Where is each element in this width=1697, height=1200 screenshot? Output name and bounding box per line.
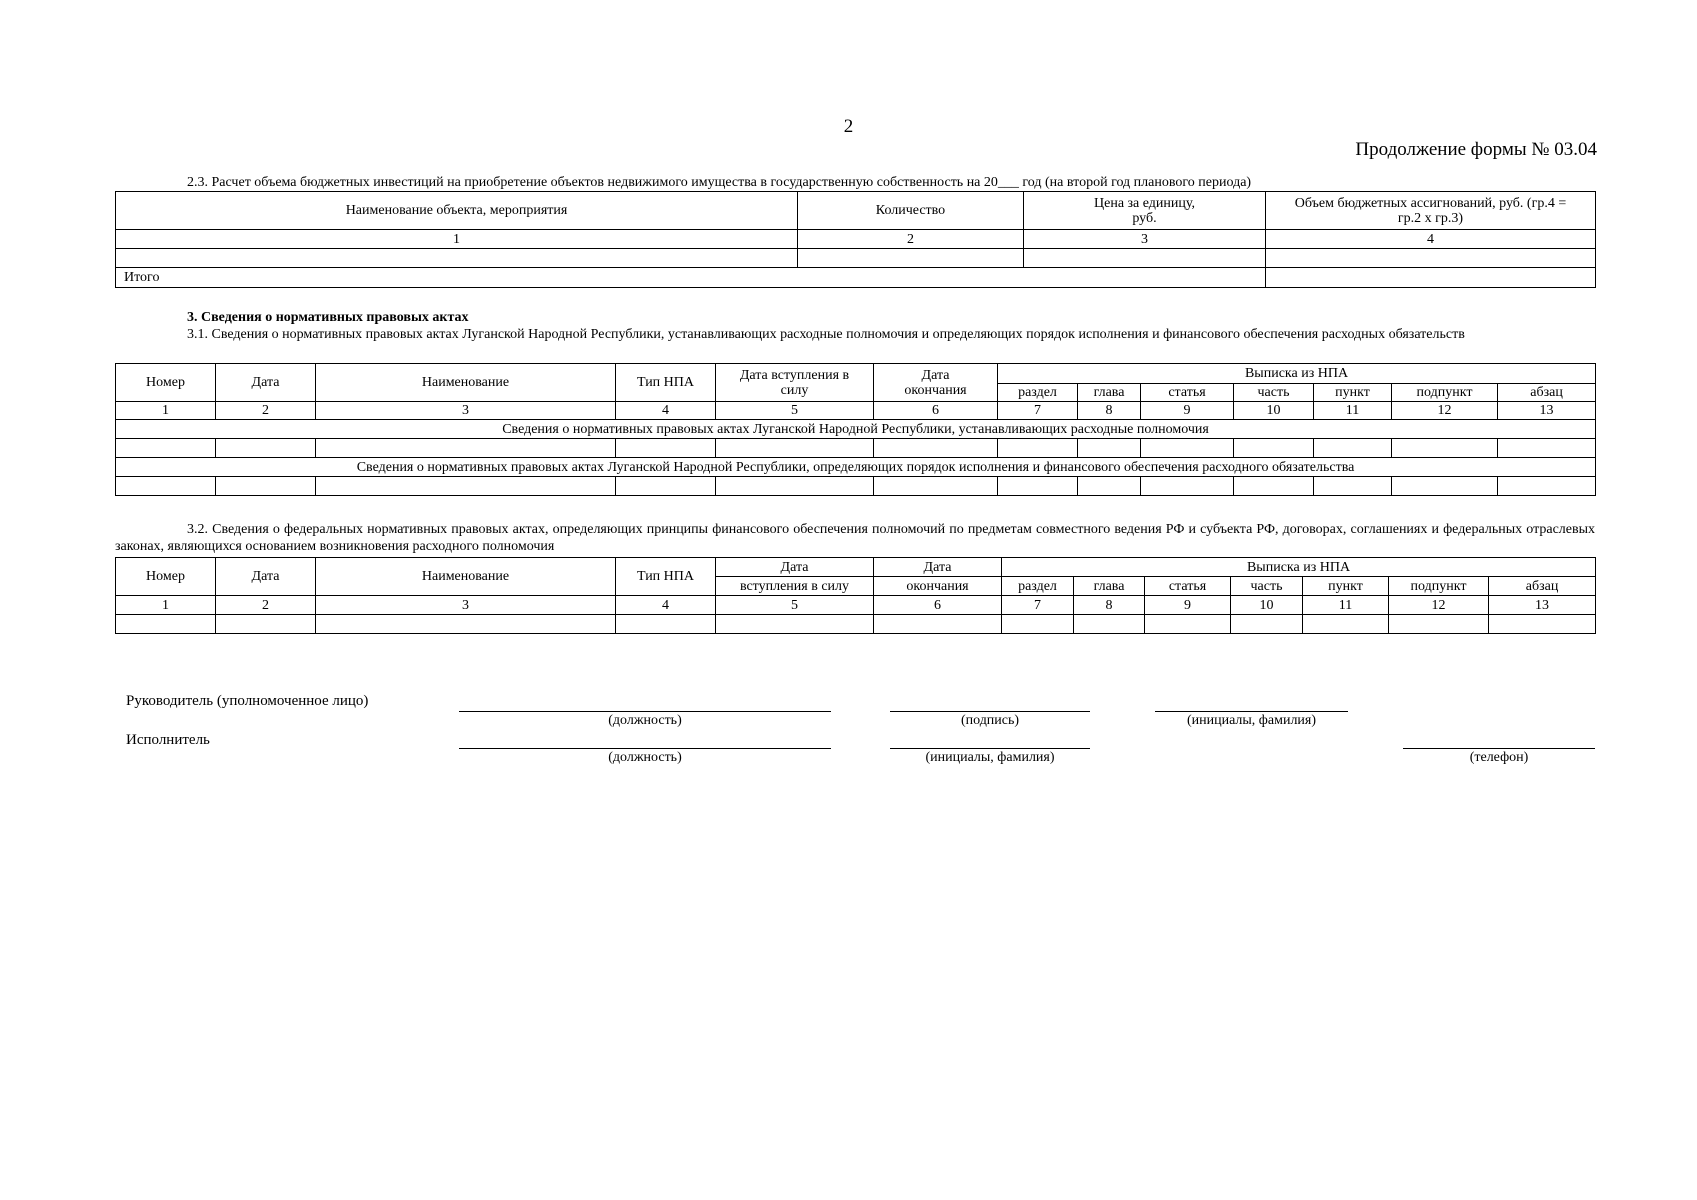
total-row	[116, 268, 1596, 288]
executor-phone-label: (телефон)	[1469, 750, 1529, 765]
group-label-obligations: Сведения о нормативных правовых актах Луганской Народной Республики, определяющих порядок исполнения и финансового обеспечения расходного обязательства	[116, 458, 1596, 477]
executor-initials-line	[890, 748, 1090, 749]
col-number: 11	[1314, 402, 1392, 420]
header-name: Наименование	[316, 558, 616, 596]
head-position-line	[459, 711, 831, 712]
form-continuation-label: Продолжение формы № 03.04	[1355, 139, 1597, 160]
total-label: Итого	[116, 268, 1266, 288]
empty-cell	[716, 439, 874, 458]
investment-table	[115, 191, 1596, 288]
header-npa-extract: Выписка из НПА	[1002, 558, 1596, 577]
col-number: 1	[116, 596, 216, 615]
npa-table-3-2	[115, 557, 1596, 634]
column-number-row	[116, 230, 1596, 249]
empty-cell	[1145, 615, 1231, 634]
head-position-label: (должность)	[608, 713, 682, 728]
header-name: Наименование	[316, 364, 616, 402]
executor-position-line	[459, 748, 831, 749]
header-paragraph: абзац	[1489, 577, 1596, 596]
header-article: статья	[1141, 384, 1234, 402]
header-npa-type: Тип НПА	[616, 558, 716, 596]
col-number: 3	[316, 402, 616, 420]
col-number: 8	[1078, 402, 1141, 420]
col-number: 7	[1002, 596, 1074, 615]
empty-cell	[1392, 439, 1498, 458]
col-number: 6	[874, 402, 998, 420]
section-3-2-text: 3.2. Сведения о федеральных нормативных правовых актах, определяющих принципы финансового обеспечения полномочий по предметам совместного ведения РФ и субъекта РФ, договорах, соглашениях и федеральных отраслевых законах, являющихся основанием возникновения расходного полномочия	[115, 522, 1595, 554]
col-number: 1	[116, 402, 216, 420]
header-section: раздел	[998, 384, 1078, 402]
empty-cell	[1303, 615, 1389, 634]
empty-cell	[1489, 615, 1596, 634]
header-npa-extract: Выписка из НПА	[998, 364, 1596, 384]
header-end-date-line2: окончания	[874, 577, 1002, 596]
col-number: 12	[1389, 596, 1489, 615]
header-chapter: глава	[1074, 577, 1145, 596]
header-subclause: подпункт	[1392, 384, 1498, 402]
empty-cell	[998, 477, 1078, 496]
col-number: 10	[1231, 596, 1303, 615]
header-end-date-line1: Дата	[874, 558, 1002, 577]
empty-cell	[116, 615, 216, 634]
col-number: 9	[1141, 402, 1234, 420]
col-number: 13	[1498, 402, 1596, 420]
col-number: 8	[1074, 596, 1145, 615]
empty-cell	[1392, 477, 1498, 496]
col-number: 1	[116, 230, 798, 249]
empty-cell	[116, 249, 798, 268]
empty-cell	[798, 249, 1024, 268]
header-section: раздел	[1002, 577, 1074, 596]
section-3-heading: 3. Сведения о нормативных правовых актах	[187, 310, 469, 325]
executor-initials-label: (инициалы, фамилия)	[925, 750, 1055, 765]
empty-cell	[874, 615, 1002, 634]
col-number: 10	[1234, 402, 1314, 420]
header-end-date: Дата окончания	[874, 364, 998, 402]
empty-cell	[1266, 268, 1596, 288]
group-row	[116, 458, 1596, 477]
empty-cell	[616, 477, 716, 496]
empty-cell	[1141, 439, 1234, 458]
header-clause: пункт	[1303, 577, 1389, 596]
empty-cell	[716, 477, 874, 496]
header-effective-date: Дата вступления в силу	[716, 364, 874, 402]
page-number: 2	[843, 116, 854, 137]
header-clause: пункт	[1314, 384, 1392, 402]
col-number: 4	[1266, 230, 1596, 249]
header-date: Дата	[216, 558, 316, 596]
empty-cell	[116, 439, 216, 458]
col-number: 2	[216, 596, 316, 615]
empty-cell	[1389, 615, 1489, 634]
empty-cell	[874, 439, 998, 458]
empty-cell	[616, 615, 716, 634]
header-number: Номер	[116, 558, 216, 596]
section-3-1-text: 3.1. Сведения о нормативных правовых актах Луганской Народной Республики, устанавливающих расходные полномочия и определяющих порядок исполнения и финансового обеспечения расходных обязательств	[187, 327, 1465, 342]
col-number: 12	[1392, 402, 1498, 420]
header-subclause: подпункт	[1389, 577, 1489, 596]
table-row	[116, 615, 1596, 634]
header-number: Номер	[116, 364, 216, 402]
empty-cell	[1314, 477, 1392, 496]
col-number: 2	[798, 230, 1024, 249]
empty-cell	[316, 439, 616, 458]
col-number: 7	[998, 402, 1078, 420]
empty-cell	[1074, 615, 1145, 634]
group-row	[116, 420, 1596, 439]
empty-cell	[1266, 249, 1596, 268]
empty-cell	[1234, 477, 1314, 496]
header-effective-date-line2: вступления в силу	[716, 577, 874, 596]
executor-position-label: (должность)	[608, 750, 682, 765]
empty-cell	[716, 615, 874, 634]
table-row	[116, 477, 1596, 496]
group-label-powers: Сведения о нормативных правовых актах Луганской Народной Республики, устанавливающих расходные полномочия	[116, 420, 1596, 439]
header-budget-volume: Объем бюджетных ассигнований, руб. (гр.4 = гр.2 x гр.3)	[1266, 192, 1596, 230]
empty-cell	[1078, 439, 1141, 458]
header-paragraph: абзац	[1498, 384, 1596, 402]
empty-cell	[216, 439, 316, 458]
section-2-3-title: 2.3. Расчет объема бюджетных инвестиций на приобретение объектов недвижимого имущества в государственную собственность на 20___ год (на второй год планового периода)	[187, 175, 1252, 190]
empty-cell	[316, 477, 616, 496]
head-initials-label: (инициалы, фамилия)	[1186, 713, 1317, 728]
col-number: 5	[716, 402, 874, 420]
empty-cell	[1234, 439, 1314, 458]
header-date: Дата	[216, 364, 316, 402]
table-row	[116, 249, 1596, 268]
head-title: Руководитель (уполномоченное лицо)	[126, 693, 369, 709]
header-chapter: глава	[1078, 384, 1141, 402]
empty-cell	[1078, 477, 1141, 496]
empty-cell	[1498, 439, 1596, 458]
empty-cell	[216, 615, 316, 634]
column-number-row	[116, 402, 1596, 420]
empty-cell	[1231, 615, 1303, 634]
col-number: 13	[1489, 596, 1596, 615]
empty-cell	[116, 477, 216, 496]
column-number-row	[116, 596, 1596, 615]
header-npa-type: Тип НПА	[616, 364, 716, 402]
table-header-row	[116, 192, 1596, 230]
col-number: 2	[216, 402, 316, 420]
header-effective-date-line1: Дата	[716, 558, 874, 577]
head-initials-line	[1155, 711, 1348, 712]
col-number: 4	[616, 596, 716, 615]
empty-cell	[216, 477, 316, 496]
head-signature-label: (подпись)	[960, 713, 1020, 728]
empty-cell	[998, 439, 1078, 458]
empty-cell	[1314, 439, 1392, 458]
empty-cell	[1002, 615, 1074, 634]
col-number: 6	[874, 596, 1002, 615]
col-number: 4	[616, 402, 716, 420]
header-article: статья	[1145, 577, 1231, 596]
header-quantity: Количество	[798, 192, 1024, 230]
npa-table-3-1	[115, 363, 1596, 496]
empty-cell	[616, 439, 716, 458]
col-number: 11	[1303, 596, 1389, 615]
empty-cell	[316, 615, 616, 634]
empty-cell	[874, 477, 998, 496]
head-signature-line	[890, 711, 1090, 712]
header-object-name: Наименование объекта, мероприятия	[116, 192, 798, 230]
col-number: 3	[316, 596, 616, 615]
header-part: часть	[1231, 577, 1303, 596]
empty-cell	[1024, 249, 1266, 268]
executor-phone-line	[1403, 748, 1595, 749]
col-number: 5	[716, 596, 874, 615]
header-unit-price: Цена за единицу, руб.	[1024, 192, 1266, 230]
empty-cell	[1141, 477, 1234, 496]
table-row	[116, 439, 1596, 458]
executor-title: Исполнитель	[126, 732, 210, 748]
empty-cell	[1498, 477, 1596, 496]
col-number: 9	[1145, 596, 1231, 615]
header-part: часть	[1234, 384, 1314, 402]
col-number: 3	[1024, 230, 1266, 249]
